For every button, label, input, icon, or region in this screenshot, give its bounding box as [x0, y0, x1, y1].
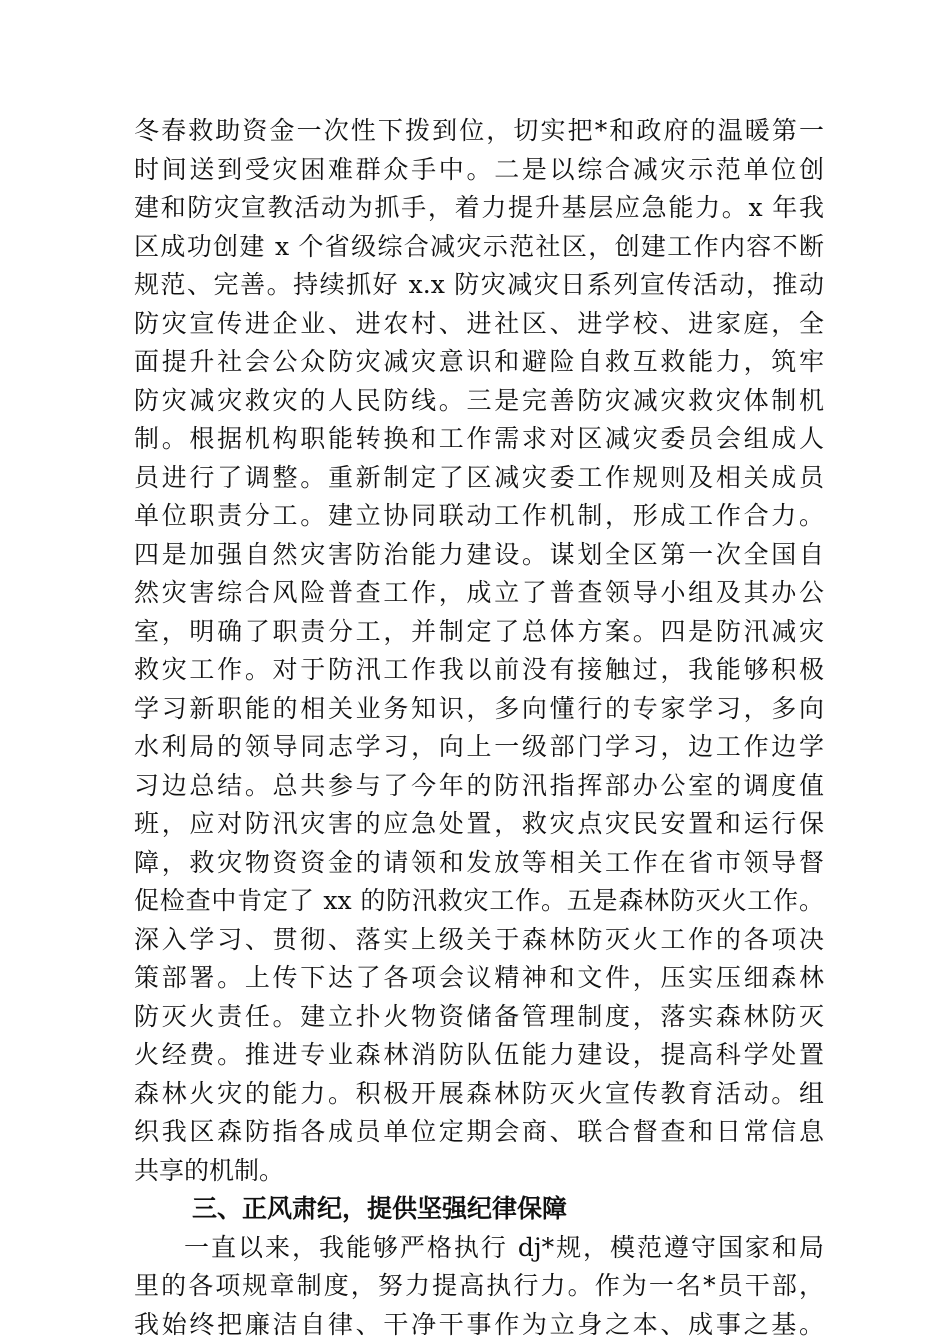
paragraph-line: 防灾宣传进企业、进农村、进社区、进学校、进家庭，全 — [134, 308, 824, 338]
paragraph-line: 里的各项规章制度，努力提高执行力。作为一名*员干部， — [134, 1271, 824, 1300]
paragraph-line: 面提升社会公众防灾减灾意识和避险自救互救能力，筑牢 — [134, 347, 824, 376]
paragraph-line: 障，救灾物资资金的请领和发放等相关工作在省市领导督 — [134, 847, 824, 877]
paragraph-line: 织我区森防指各成员单位定期会商、联合督查和日常信息 — [134, 1117, 824, 1146]
paragraph-line: 习边总结。总共参与了今年的防汛指挥部办公室的调度值 — [134, 770, 824, 800]
paragraph-line: 火经费。推进专业森林消防队伍能力建设，提高科学处置 — [134, 1040, 824, 1069]
paragraph-line: 促检查中肯定了 xx 的防汛救灾工作。五是森林防灭火工作。 — [134, 886, 824, 915]
paragraph-line: 室，明确了职责分工，并制定了总体方案。四是防汛减灾 — [134, 616, 824, 646]
paragraph-line: 然灾害综合风险普查工作，成立了普查领导小组及其办公 — [134, 578, 824, 607]
paragraph-line: 水利局的领导同志学习，向上一级部门学习，边工作边学 — [134, 732, 824, 761]
section-heading: 三、正风肃纪，提供坚强纪律保障 — [192, 1194, 568, 1223]
paragraph-line: 制。根据机构职能转换和工作需求对区减灾委员会组成人 — [134, 424, 824, 453]
paragraph-line: 班，应对防汛灾害的应急处置，救灾点灾民安置和运行保 — [134, 809, 824, 838]
paragraph-line: 单位职责分工。建立协同联动工作机制，形成工作合力。 — [134, 501, 824, 530]
paragraph-line: 策部署。上传下达了各项会议精神和文件，压实压细森林 — [134, 963, 824, 992]
paragraph-line: 森林火灾的能力。积极开展森林防灭火宣传教育活动。组 — [134, 1078, 824, 1108]
paragraph-line: 防灭火责任。建立扑火物资储备管理制度，落实森林防灭 — [134, 1001, 824, 1031]
paragraph-line: 我始终把廉洁自律、干净干事作为立身之本、成事之基。 — [134, 1309, 824, 1339]
paragraph-line: 深入学习、贯彻、落实上级关于森林防灭火工作的各项决 — [134, 924, 824, 954]
paragraph-line: 规范、完善。持续抓好 x.x 防灾减灾日系列宣传活动，推动 — [134, 270, 824, 299]
paragraph-line: 区成功创建 x 个省级综合减灾示范社区，创建工作内容不断 — [134, 231, 824, 261]
paragraph-line: 冬春救助资金一次性下拨到位，切实把*和政府的温暖第一 — [134, 116, 824, 145]
paragraph-line: 救灾工作。对于防汛工作我以前没有接触过，我能够积极 — [134, 655, 824, 684]
document-body — [134, 112, 824, 1344]
paragraph-line: 学习新职能的相关业务知识，多向懂行的专家学习，多向 — [134, 693, 824, 723]
paragraph-line: 建和防灾宣教活动为抓手，着力提升基层应急能力。x 年我 — [134, 193, 824, 222]
paragraph-line: 时间送到受灾困难群众手中。二是以综合减灾示范单位创 — [134, 154, 824, 184]
paragraph-line: 四是加强自然灾害防治能力建设。谋划全区第一次全国自 — [134, 539, 824, 569]
paragraph-line: 共享的机制。 — [134, 1155, 285, 1185]
paragraph-line: 防灾减灾救灾的人民防线。三是完善防灾减灾救灾体制机 — [134, 385, 824, 415]
paragraph-line: 一直以来，我能够严格执行 dj*规，模范遵守国家和局 — [184, 1232, 824, 1262]
paragraph-line: 员进行了调整。重新制定了区减灾委工作规则及相关成员 — [134, 462, 824, 492]
